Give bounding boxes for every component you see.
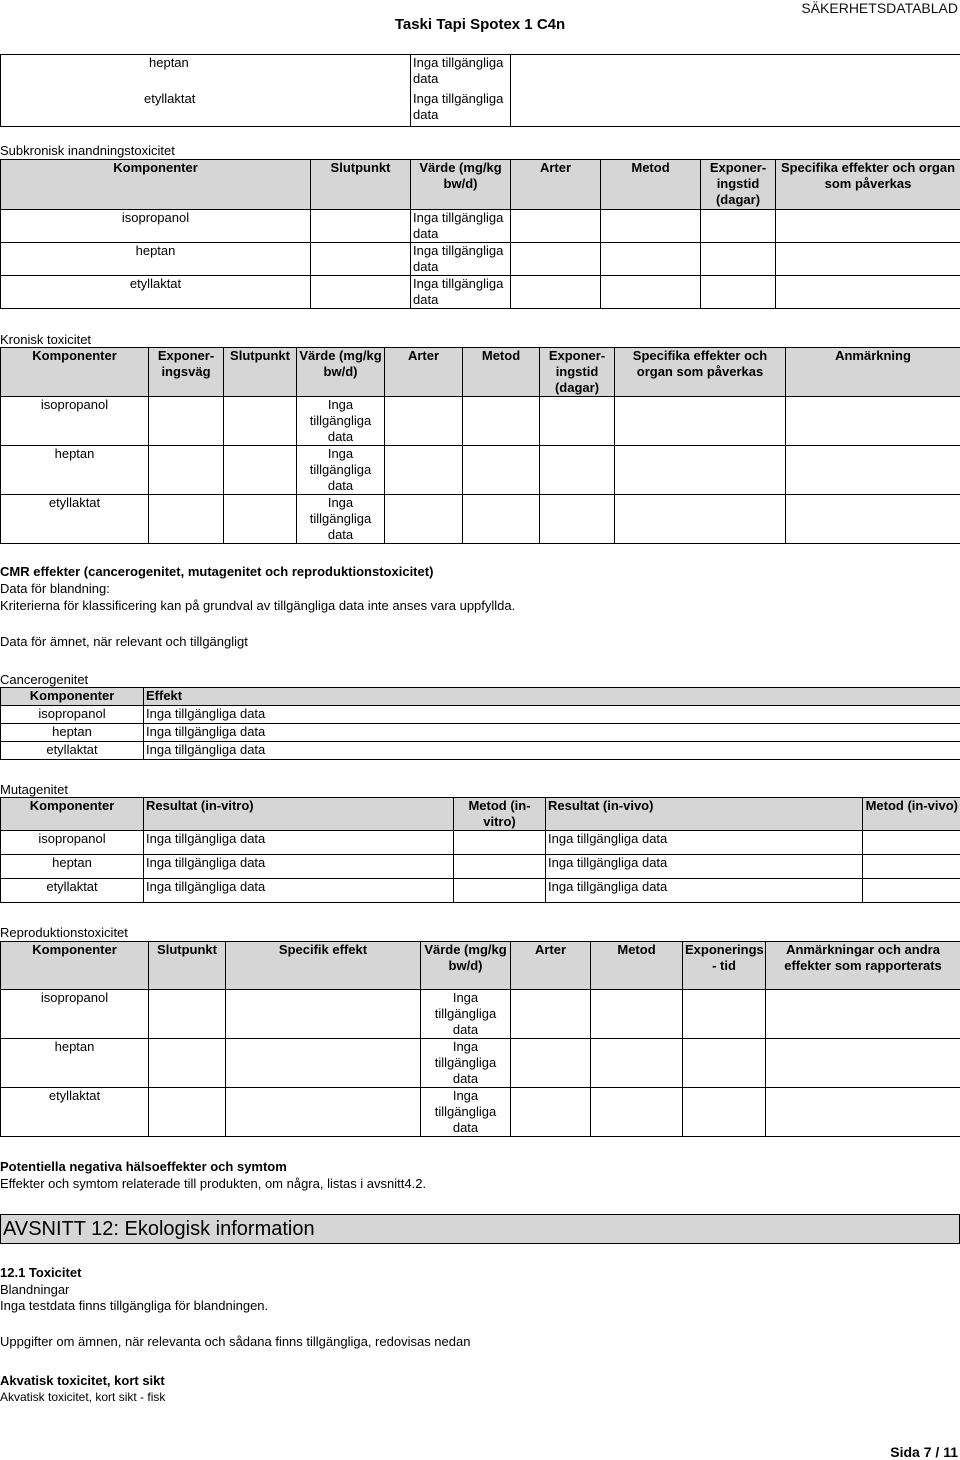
document-title: Taski Tapi Spotex 1 C4n [394, 16, 566, 33]
component-name: heptan [1, 55, 411, 91]
mixtures-label: Blandningar [0, 1282, 70, 1297]
col-header: Exponerings - tid [683, 942, 766, 990]
table-row [1, 879, 960, 903]
table-row [1, 1039, 960, 1088]
value-cell: Inga tillgängliga data [411, 276, 511, 309]
value-cell: Inga tillgängliga data [546, 831, 863, 855]
col-header: Komponenter [1, 942, 149, 990]
value-cell: Inga tillgängliga data [411, 243, 511, 276]
col-header: Specifik effekt [226, 942, 421, 990]
table-row [1, 91, 960, 127]
table-header-row [1, 348, 960, 397]
value-cell: Inga tillgängliga data [144, 855, 454, 879]
col-header: Slutpunkt [311, 160, 411, 210]
mixtures-text: Inga testdata finns tillgängliga för blandningen. [0, 1298, 269, 1313]
col-header: Komponenter [1, 348, 149, 397]
col-header: Metod (in-vivo) [863, 798, 960, 831]
value-cell: Inga tillgängliga data [144, 879, 454, 903]
reproductive-table [0, 941, 960, 1137]
col-header: Anmärkning [786, 348, 960, 397]
value-cell: Inga tillgängliga data [421, 1039, 511, 1088]
component-name: etyllaktat [1, 879, 144, 903]
value-cell: Inga tillgängliga data [144, 724, 960, 742]
component-name: heptan [1, 243, 311, 276]
table-row [1, 990, 960, 1039]
col-header: Exponer- ingstid (dagar) [540, 348, 615, 397]
col-header: Metod [591, 942, 683, 990]
page-number: Sida 7 / 11 [890, 1444, 958, 1460]
component-name: isopropanol [1, 831, 144, 855]
potential-text: Effekter och symtom relaterade till produkten, om några, listas i avsnitt4.2. [0, 1176, 427, 1191]
mutagenicity-title: Mutagenitet [0, 782, 68, 797]
component-name: isopropanol [1, 706, 144, 724]
toxicity-heading: 12.1 Toxicitet [0, 1265, 82, 1280]
col-header: Arter [511, 942, 591, 990]
col-header: Specifika effekter och organ som påverkas [776, 160, 960, 210]
component-name: etyllaktat [1, 91, 411, 127]
col-header: Komponenter [1, 798, 144, 831]
component-name: heptan [1, 1039, 149, 1088]
acute-aquatic-heading: Akvatisk toxicitet, kort sikt [0, 1373, 165, 1388]
table-row [1, 276, 960, 309]
value-cell: Inga tillgängliga data [144, 831, 454, 855]
table-header-row [1, 798, 960, 831]
table-row [1, 446, 960, 495]
value-cell: Inga tillgängliga data [546, 879, 863, 903]
table-header-row [1, 160, 960, 210]
potential-heading: Potentiella negativa hälsoeffekter och symtom [0, 1159, 287, 1174]
component-name: etyllaktat [1, 276, 311, 309]
component-name: etyllaktat [1, 1088, 149, 1137]
table-row [1, 1088, 960, 1137]
mutagenicity-table [0, 797, 960, 903]
component-name: etyllaktat [1, 495, 149, 544]
section-12-bar [0, 1214, 960, 1244]
col-header: Värde (mg/kg bw/d) [297, 348, 385, 397]
col-header: Anmärkningar och andra effekter som rapporterats [766, 942, 960, 990]
table-row [1, 210, 960, 243]
table-row [1, 243, 960, 276]
subchronic-title: Subkronisk inandningstoxicitet [0, 143, 175, 158]
col-header: Komponenter [1, 688, 144, 706]
component-name: heptan [1, 855, 144, 879]
value-cell: Inga tillgängliga data [411, 210, 511, 243]
col-header: Metod (in-vitro) [454, 798, 546, 831]
col-header: Slutpunkt [149, 942, 226, 990]
continuation-table [0, 54, 960, 127]
chronic-table [0, 347, 960, 544]
value-cell: Inga tillgängliga data [411, 55, 511, 91]
value-cell: Inga tillgängliga data [297, 495, 385, 544]
col-header: Slutpunkt [224, 348, 297, 397]
col-header: Resultat (in-vivo) [546, 798, 863, 831]
cmr-heading: CMR effekter (cancerogenitet, mutagenitet och reproduktionstoxicitet) [0, 564, 434, 579]
acute-aquatic-fish: Akvatisk toxicitet, kort sikt - fisk [0, 1390, 166, 1404]
table-header-row [1, 688, 960, 706]
component-name: heptan [1, 724, 144, 742]
col-header: Komponenter [1, 160, 311, 210]
table-row [1, 724, 960, 742]
table-row [1, 855, 960, 879]
value-cell: Inga tillgängliga data [421, 1088, 511, 1137]
value-cell: Inga tillgängliga data [546, 855, 863, 879]
component-name: heptan [1, 446, 149, 495]
table-row [1, 706, 960, 724]
component-name: isopropanol [1, 210, 311, 243]
table-row [1, 397, 960, 446]
carcinogenicity-table [0, 687, 960, 760]
substance-info-text: Uppgifter om ämnen, när relevanta och sådana finns tillgängliga, redovisas nedan [0, 1334, 471, 1349]
component-name: isopropanol [1, 397, 149, 446]
value-cell: Inga tillgängliga data [144, 742, 960, 760]
table-row [1, 742, 960, 760]
value-cell: Inga tillgängliga data [297, 446, 385, 495]
mixture-label: Data för blandning: [0, 581, 110, 596]
table-header-row [1, 942, 960, 990]
col-header: Exponer- ingstid (dagar) [701, 160, 776, 210]
table-row [1, 55, 960, 91]
value-cell: Inga tillgängliga data [144, 706, 960, 724]
col-header: Arter [511, 160, 601, 210]
chronic-title: Kronisk toxicitet [0, 332, 92, 347]
section-12-title: AVSNITT 12: Ekologisk information [3, 1218, 315, 1240]
substance-label: Data för ämnet, när relevant och tillgängligt [0, 634, 248, 649]
col-header: Arter [385, 348, 463, 397]
mixture-text: Kriterierna för klassificering kan på grundval av tillgängliga data inte anses vara uppfyllda. [0, 598, 516, 613]
carcinogenicity-title: Cancerogenitet [0, 672, 89, 687]
col-header: Resultat (in-vitro) [144, 798, 454, 831]
table-row [1, 495, 960, 544]
col-header: Metod [601, 160, 701, 210]
value-cell: Inga tillgängliga data [411, 91, 511, 127]
col-header: Metod [463, 348, 540, 397]
component-name: etyllaktat [1, 742, 144, 760]
value-cell: Inga tillgängliga data [421, 990, 511, 1039]
col-header: Exponer- ingsväg [149, 348, 224, 397]
col-header: Värde (mg/kg bw/d) [411, 160, 511, 210]
col-header: Specifika effekter och organ som påverkas [615, 348, 786, 397]
value-cell: Inga tillgängliga data [297, 397, 385, 446]
col-header: Värde (mg/kg bw/d) [421, 942, 511, 990]
component-name: isopropanol [1, 990, 149, 1039]
reproductive-title: Reproduktionstoxicitet [0, 925, 128, 940]
col-header: Effekt [144, 688, 960, 706]
table-row [1, 831, 960, 855]
subchronic-table [0, 159, 960, 309]
document-type: SÄKERHETSDATABLAD [801, 0, 958, 16]
